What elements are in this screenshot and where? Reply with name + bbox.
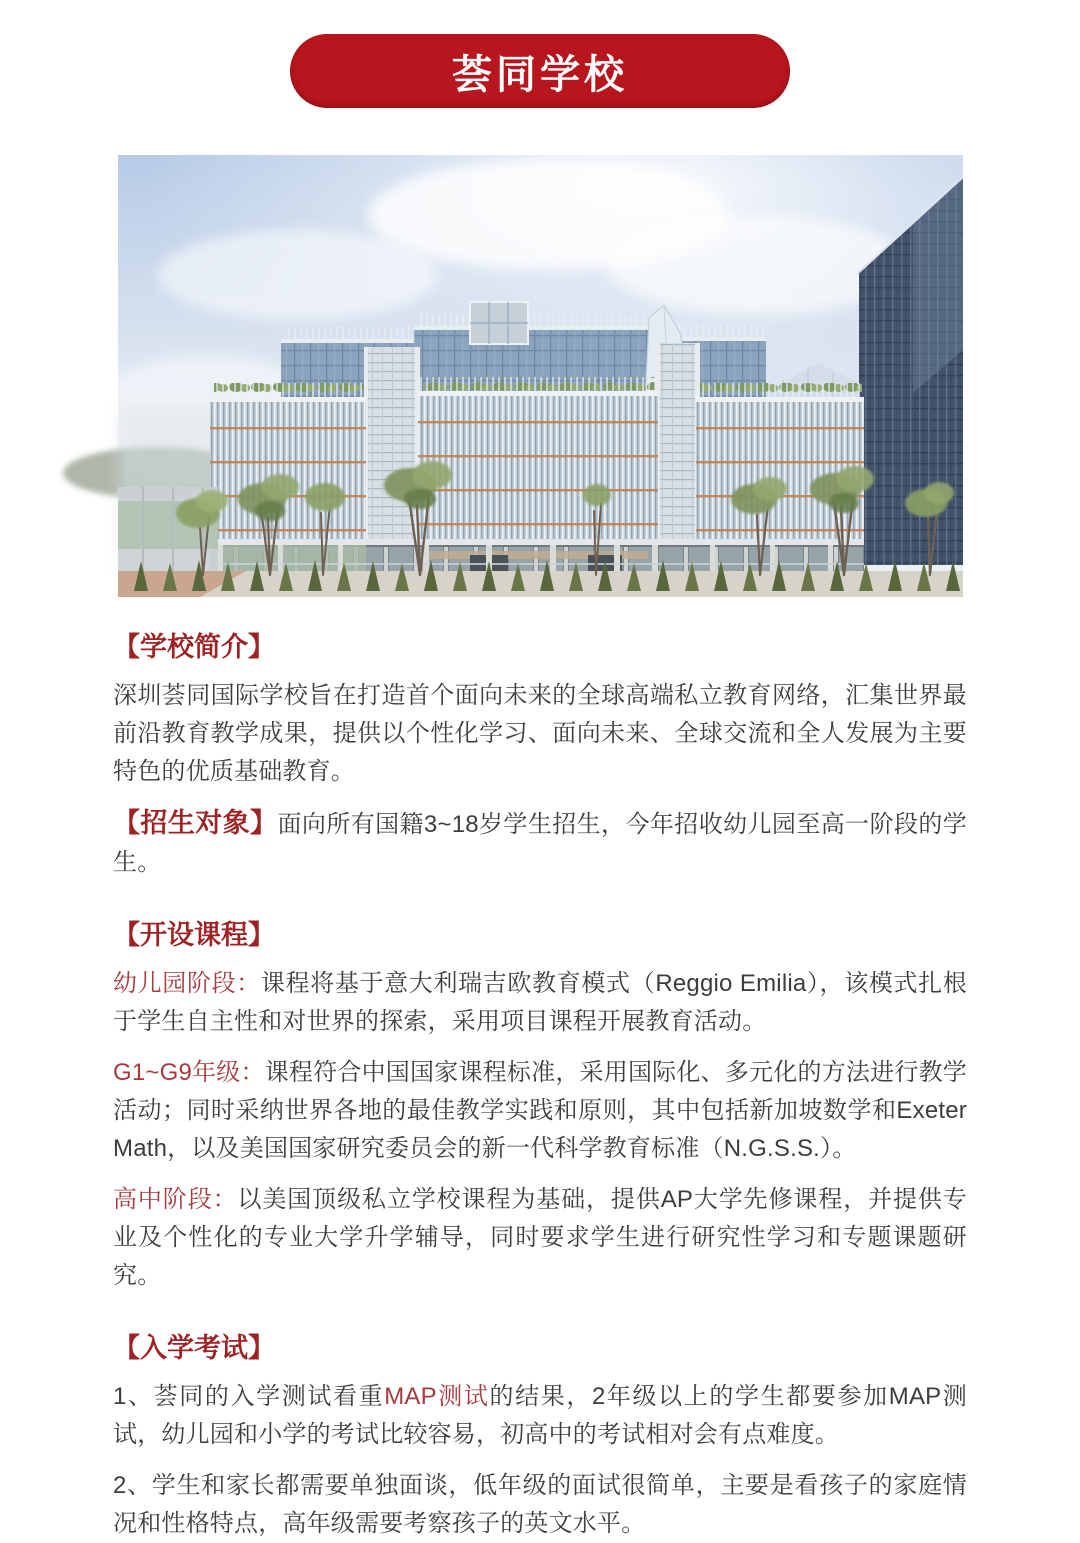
enrollment-text: 面向所有国籍3~18岁学生招生，今年招收幼儿园至高一阶段的学生。: [113, 811, 967, 876]
course-text-g1-g9: 课程符合中国国家课程标准，采用国际化、多元化的方法进行教学活动；同时采纳世界各地的最佳教学实践和原则，其中包括新加坡数学和Exeter Math，以及美国国家研究委员会的新一代科学教育标准（N.G.S.S.）。: [113, 1059, 967, 1162]
exam-item-1-prefix: 1、荟同的入学测试看重: [113, 1383, 385, 1410]
course-paragraph-g1-g9: [113, 1054, 967, 1168]
section-header-intro: 【学校简介】: [113, 632, 275, 662]
section-intro: [113, 630, 967, 791]
course-paragraph-kindergarten: [113, 965, 967, 1041]
section-exam: [113, 1331, 967, 1543]
exam-item-2-text: 2、学生和家长都需要单独面谈，低年级的面试很简单，主要是看孩子的家庭情况和性格特点，高年级需要考察孩子的英文水平。: [113, 1472, 967, 1537]
course-label-highschool: 高中阶段：: [113, 1186, 238, 1213]
title-banner: [290, 34, 790, 108]
enrollment-line: [113, 804, 967, 882]
intro-paragraph: 深圳荟同国际学校旨在打造首个面向未来的全球高端私立教育网络，汇集世界最前沿教育教学成果，提供以个性化学习、面向未来、全球交流和全人发展为主要特色的优质基础教育。: [113, 682, 967, 785]
section-courses: [113, 918, 967, 1295]
section-enrollment: [113, 804, 967, 882]
course-text-highschool: 以美国顶级私立学校课程为基础，提供AP大学先修课程，并提供专业及个性化的专业大学升学辅导，同时要求学生进行研究性学习和专题课题研究。: [113, 1186, 967, 1289]
exam-item-1-suffix: 的结果，2年级以上的学生都要参加MAP测试，幼儿园和小学的考试比较容易，初高中的考试相对会有点难度。: [113, 1383, 967, 1448]
page-title: 荟同学校: [452, 52, 628, 97]
section-header-courses: 【开设课程】: [113, 920, 275, 950]
course-label-g1-g9: G1~G9年级：: [113, 1059, 265, 1086]
article-content: [113, 630, 967, 1543]
course-text-kindergarten: 课程将基于意大利瑞吉欧教育模式（Reggio Emilia），该模式扎根于学生自主性和对世界的探索，采用项目课程开展教育活动。: [113, 970, 967, 1035]
campus-building-photo: [118, 155, 963, 597]
course-paragraph-highschool: [113, 1181, 967, 1295]
exam-item-1: [113, 1378, 967, 1454]
exam-item-2: [113, 1467, 967, 1543]
course-label-kindergarten: 幼儿园阶段：: [113, 970, 261, 997]
exam-item-1-highlight: MAP测试: [384, 1383, 490, 1410]
section-header-exam: 【入学考试】: [113, 1333, 275, 1363]
campus-photo-illustration: [118, 155, 963, 597]
section-header-enrollment: 【招生对象】: [113, 808, 278, 838]
